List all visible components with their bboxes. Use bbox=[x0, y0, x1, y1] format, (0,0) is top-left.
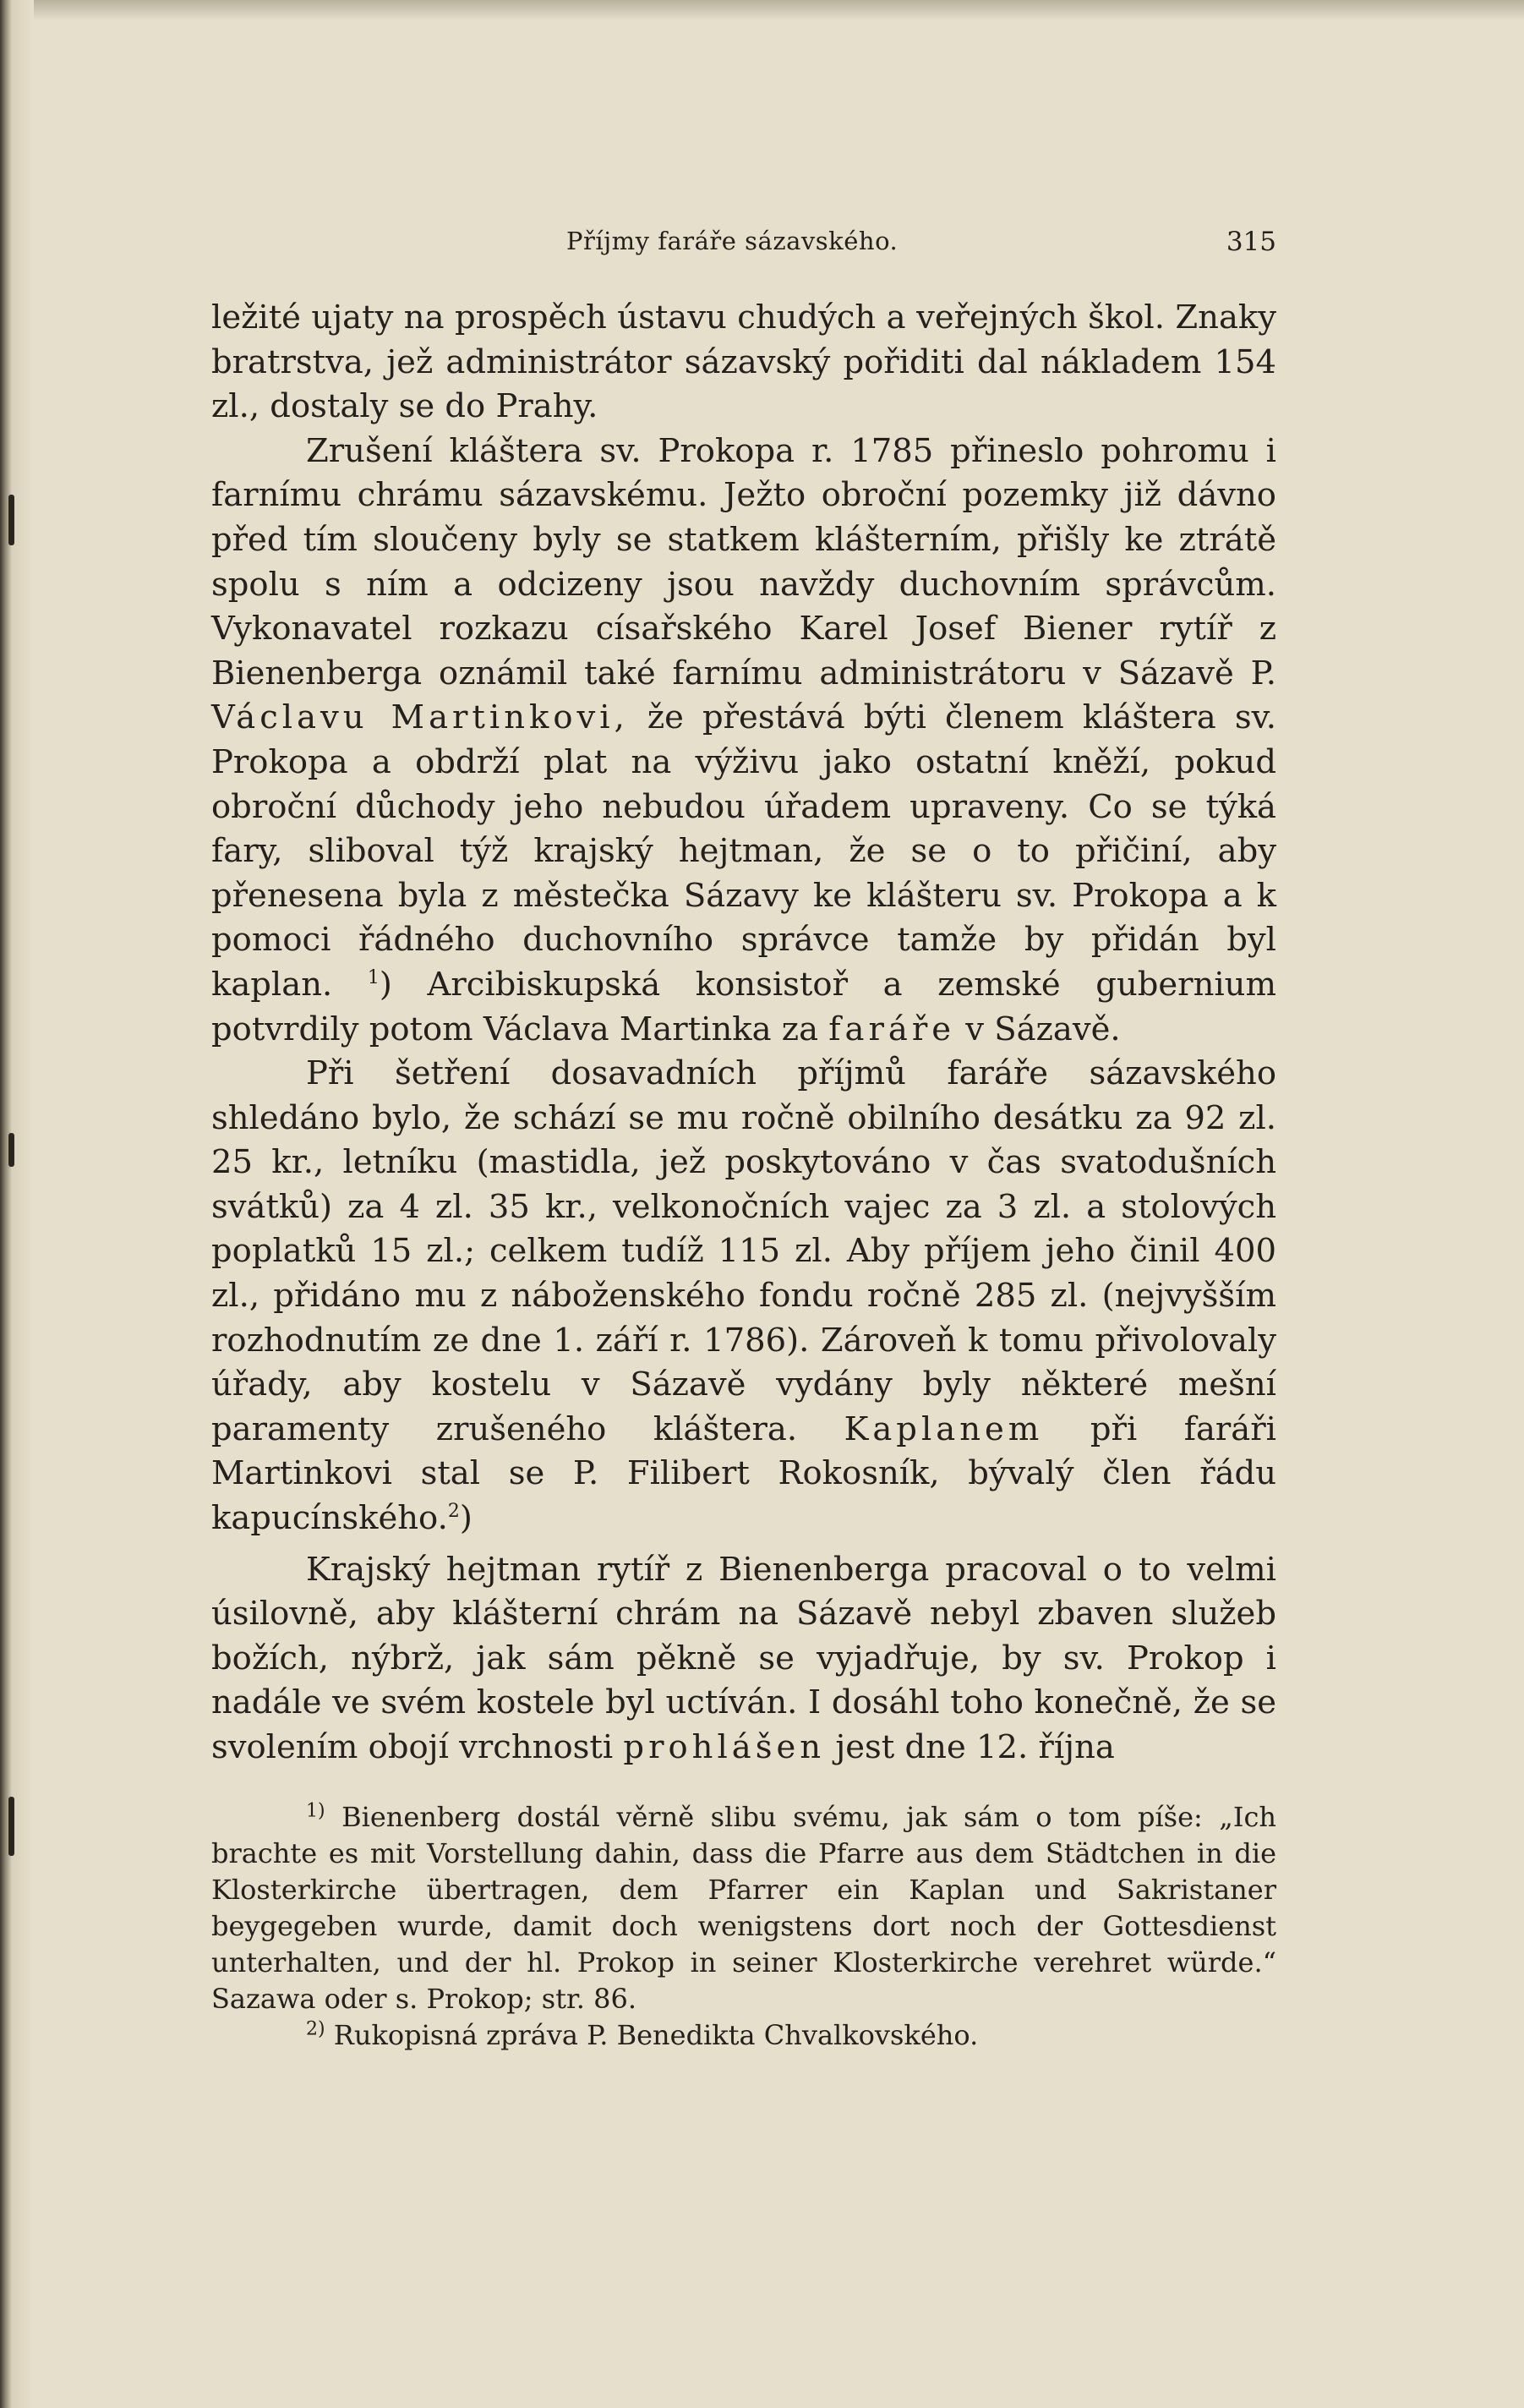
spaced-word: prohlášen bbox=[623, 1728, 826, 1766]
footnote-1 bbox=[211, 1799, 1276, 2017]
text-run: Krajský hejtman rytíř z Bienenberga pracoval o to velmi úsilovně, aby klášterní chrám na Sázavě nebyl zbaven služeb božích, nýbrž, jak sám pěkně se vyjadřuje, by sv. Prokop i nadále ve svém kostele byl uctíván. I dosáhl toho konečně, že se svolením obojí vrchnosti bbox=[211, 1550, 1276, 1766]
main-text bbox=[211, 296, 1276, 1770]
footnote-mark: 1) bbox=[306, 1800, 325, 1822]
text-run: Arcibiskupská konsistoř a zemské gubernium potvrdily potom Václava Martinka za bbox=[211, 965, 1276, 1048]
paragraph bbox=[211, 1548, 1276, 1770]
text-run: jest dne 12. října bbox=[835, 1728, 1115, 1766]
text-run: ležité ujaty na prospěch ústavu chudých a veřejných škol. Znaky bratrstva, jež administrátor sázavský pořiditi dal nákladem 154 zl., dostaly se do Prahy. bbox=[211, 298, 1276, 426]
page-top-shadow bbox=[0, 0, 1524, 20]
text-run: že přestává býti členem kláštera sv. Prokopa a obdrží plat na výživu jako ostatní kněží, pokud obroční důchody jeho nebudou úřadem upraveny. Co se týká fary, sliboval týž krajský hejtman, že se o to přičiní, aby přenesena byla z městečka Sázavy ke klášteru sv. Prokopa a k pomoci řádného duchovního správce tamže by přidán byl kaplan. bbox=[211, 698, 1276, 1004]
page-header bbox=[211, 227, 1276, 260]
paragraph: Při šetření dosavadních příjmů faráře sázavského shledáno bylo, že schází se mu ročně obilního desátku za 92 zl. 25 kr., letníku (mastidla, jež poskytováno v čas svatodušních svátků) za 4 zl. 35 kr., velkonočních vajec za 3 zl. a stolových poplatků 15 zl.; celkem tudíž 115 zl. Aby příjem jeho činil 400 zl., přidáno mu z náboženského fondu ročně 285 zl. (nejvyšším rozhodnutím ze dne 1. září r. 1786). Zároveň k tomu přivolovaly úřady, aby kostelu v Sázavě vydány byly některé mešní paramenty zrušeného kláštera. Kaplanem při faráři Martinkovi stal se P. Filibert Rokosník, bývalý člen řádu kapucínského.$^2$) bbox=[211, 1054, 1276, 1538]
text-run: při faráři Martinkovi stal se P. Filibert Rokosník, bývalý člen řádu kapucínského. bbox=[211, 1409, 1276, 1538]
footnote-text: Bienenberg dostál věrně slibu svému, jak sám o tom píše: „Ich brachte es mit Vorstellung dahin, dass die Pfarre aus dem Städtchen in die Klosterkirche übertragen, dem Pfarrer ein Kaplan und Sakristaner beygegeben wurde, damit doch wenigstens dort noch der Gottesdienst unterhalten, und der hl. Prokop in seiner Klosterkirche verehret würde.“ Sazawa oder s. Prokop; str. 86. bbox=[211, 1801, 1277, 2015]
running-title: Příjmy faráře sázavského. bbox=[566, 227, 899, 255]
footnote-ref: 2 bbox=[447, 1501, 460, 1523]
edge-mark bbox=[8, 1133, 14, 1167]
footnote-ref: 1 bbox=[367, 967, 380, 989]
edge-mark bbox=[8, 1797, 14, 1856]
binding-edge bbox=[0, 0, 34, 2408]
text-run: v Sázavě. bbox=[965, 1010, 1121, 1048]
edge-mark bbox=[8, 495, 14, 545]
text-run: Při šetření dosavadních příjmů faráře sázavského shledáno bylo, že schází se mu ročně obilního desátku za 92 zl. 25 kr., letníku (mastidla, jež poskytováno v čas svatodušních svátků) za 4 zl. 35 kr., velkonočních vajec za 3 zl. a stolových poplatků 15 zl.; celkem tudíž 115 zl. Aby příjem jeho činil 400 zl., přidáno mu z náboženského fondu ročně 285 zl. (nejvyšším rozhodnutím ze dne 1. září r. 1786). Zároveň k tomu přivolovaly úřady, aby kostelu v Sázavě vydány byly některé mešní paramenty zrušeného kláštera. bbox=[211, 1054, 1276, 1448]
spaced-word: Kaplanem bbox=[844, 1409, 1044, 1448]
footnote-text: Rukopisná zpráva P. Benedikta Chvalkovského. bbox=[333, 2019, 979, 2051]
footnotes bbox=[211, 1799, 1276, 2054]
footnote-2 bbox=[211, 2017, 1276, 2054]
text-run: Zrušení kláštera sv. Prokopa r. 1785 přineslo pohromu i farnímu chrámu sázavskému. Ježto obroční pozemky již dávno před tím sloučeny byly se statkem klášterním, přišly ke ztrátě spolu s ním a odcizeny jsou navždy duchovním správcům. Vykonavatel rozkazu císařského Karel Josef Biener rytíř z Bienenberga oznámil také farnímu administrátoru v Sázavě P. bbox=[211, 431, 1276, 692]
paragraph: Zrušení kláštera sv. Prokopa r. 1785 přineslo pohromu i farnímu chrámu sázavskému. Ježto obroční pozemky již dávno před tím sloučeny byly se statkem klášterním, přišly ke ztrátě spolu s ním a odcizeny jsou navždy duchovním správcům. Vykonavatel rozkazu císařského Karel Josef Biener rytíř z Bienenberga oznámil také farnímu administrátoru v Sázavě P. Václavu Martinkovi, že přestává býti členem kláštera sv. Prokopa a obdrží plat na výživu jako ostatní kněží, pokud obroční důchody jeho nebudou úřadem upraveny. Co se týká fary, sliboval týž krajský hejtman, že se o to přičiní, aby přenesena byla z městečka Sázavy ke klášteru sv. Prokopa a k pomoci řádného duchovního správce tamže by přidán byl kaplan. $^1$) Arcibiskupská konsistoř a zemské gubernium potvrdily potom Václava Martinka za faráře v Sázavě. bbox=[211, 431, 1276, 1048]
paragraph bbox=[211, 296, 1276, 430]
footnote-mark: 2) bbox=[306, 2018, 325, 2040]
spaced-word: faráře bbox=[828, 1010, 956, 1048]
spaced-name: Václavu Martinkovi, bbox=[211, 698, 629, 737]
page-number: 315 bbox=[1226, 227, 1276, 257]
